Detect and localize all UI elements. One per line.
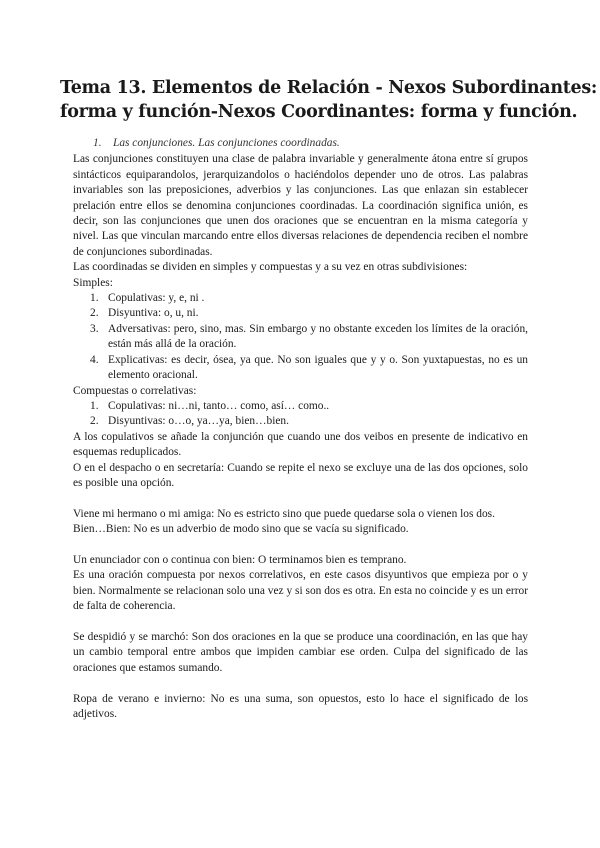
- compuestas-list: [73, 399, 528, 430]
- list-number: 3.: [90, 322, 99, 335]
- title-line-2: forma y función-Nexos Coordinantes: forma y función.: [60, 102, 578, 122]
- page-title: [60, 76, 598, 124]
- paragraph-despacho: O en el despacho o en secretaría: Cuando se repite el nexo se excluye una de las dos opciones, solo es posible una opción.: [73, 461, 528, 489]
- list-number: 4.: [90, 353, 99, 366]
- section-heading: [93, 136, 528, 151]
- list-number: 1.: [90, 399, 99, 412]
- intro-paragraph: Las conjunciones constituyen una clase de palabra invariable y generalmente átona entre sí grupos sintácticos equiparandolos, jerarquizandolos o haciéndolos depender uno de otros. Las palabras invariables son las preposiciones, adverbios y las conjunciones. Las que enlazan sin establecer prelación entre ellos se denomina conjunciones coordinadas. La coordinación significa unión, es decir, son las conjunciones que unen dos oraciones que se encuentran en la misma categoría y nivel. Las que vinculan marcando entre ellos diversas relaciones de dependencia reciben el nombre de conjunciones subordinadas.: [73, 153, 528, 258]
- list-number: 1.: [90, 292, 99, 305]
- list-number: 2.: [90, 415, 99, 428]
- list-number: 2.: [90, 307, 99, 320]
- list-item: [73, 414, 528, 429]
- simples-list: [73, 291, 528, 383]
- list-item: [73, 353, 528, 384]
- list-item-text: Disyuntiva: o, u, ni.: [108, 307, 199, 320]
- simples-label: Simples:: [73, 276, 113, 289]
- list-item: [73, 322, 528, 353]
- paragraph-correlativos: Es una oración compuesta por nexos correlativos, en este casos disyuntivos que empieza por o y bien. Normalmente se relacionan solo una vez y si son dos es otra. En esta no coincide y es un error de falta de coherencia.: [73, 569, 528, 613]
- section-heading-text: Las conjunciones. Las conjunciones coordinadas.: [113, 137, 340, 149]
- list-item-text: Adversativas: pero, sino, mas. Sin embargo y no obstante exceden los límites de la oración, están más allá de la oración.: [108, 322, 528, 351]
- document-body: [73, 136, 528, 722]
- paragraph-bien: Bien…Bien: No es un adverbio de modo sino que se vacía su significado.: [73, 523, 409, 536]
- section-number: 1.: [93, 137, 102, 149]
- paragraph-despidio: Se despidió y se marchó: Son dos oraciones en la que se produce una coordinación, en las que hay un cambio temporal entre ambos que impiden cambiar ese orden. Culpa del significado de las oraciones que estamos sumando.: [73, 630, 528, 674]
- list-item-text: Disyuntivas: o…o, ya…ya, bien…bien.: [108, 415, 289, 428]
- compuestas-label: Compuestas o correlativas:: [73, 384, 197, 397]
- list-item: [73, 399, 528, 414]
- list-item-text: Explicativas: es decir, ósea, ya que. No son iguales que y y o. Son yuxtapuestas, no es un elemento oracional.: [108, 353, 528, 382]
- paragraph-copulativos: A los copulativos se añade la conjunción que cuando une dos veibos en presente de indicativo en esquemas reduplicados.: [73, 430, 528, 459]
- paragraph-ropa: Ropa de verano e invierno: No es una suma, son opuestos, esto lo hace el significado de los adjetivos.: [73, 692, 528, 720]
- list-item: [73, 306, 528, 321]
- division-paragraph: Las coordinadas se dividen en simples y compuestas y a su vez en otras subdivisiones:: [73, 261, 468, 274]
- paragraph-enunciador: Un enunciador con o continua con bien: O terminamos bien es temprano.: [73, 553, 407, 566]
- title-line-1: Tema 13. Elementos de Relación - Nexos Subordinantes:: [60, 78, 598, 98]
- list-item-text: Copulativas: y, e, ni .: [108, 292, 205, 305]
- list-item-text: Copulativas: ni…ni, tanto… como, así… como..: [108, 399, 330, 412]
- list-item: [73, 291, 528, 306]
- paragraph-hermano: Viene mi hermano o mi amiga: No es estricto sino que puede quedarse sola o vienen los dos.: [73, 507, 495, 520]
